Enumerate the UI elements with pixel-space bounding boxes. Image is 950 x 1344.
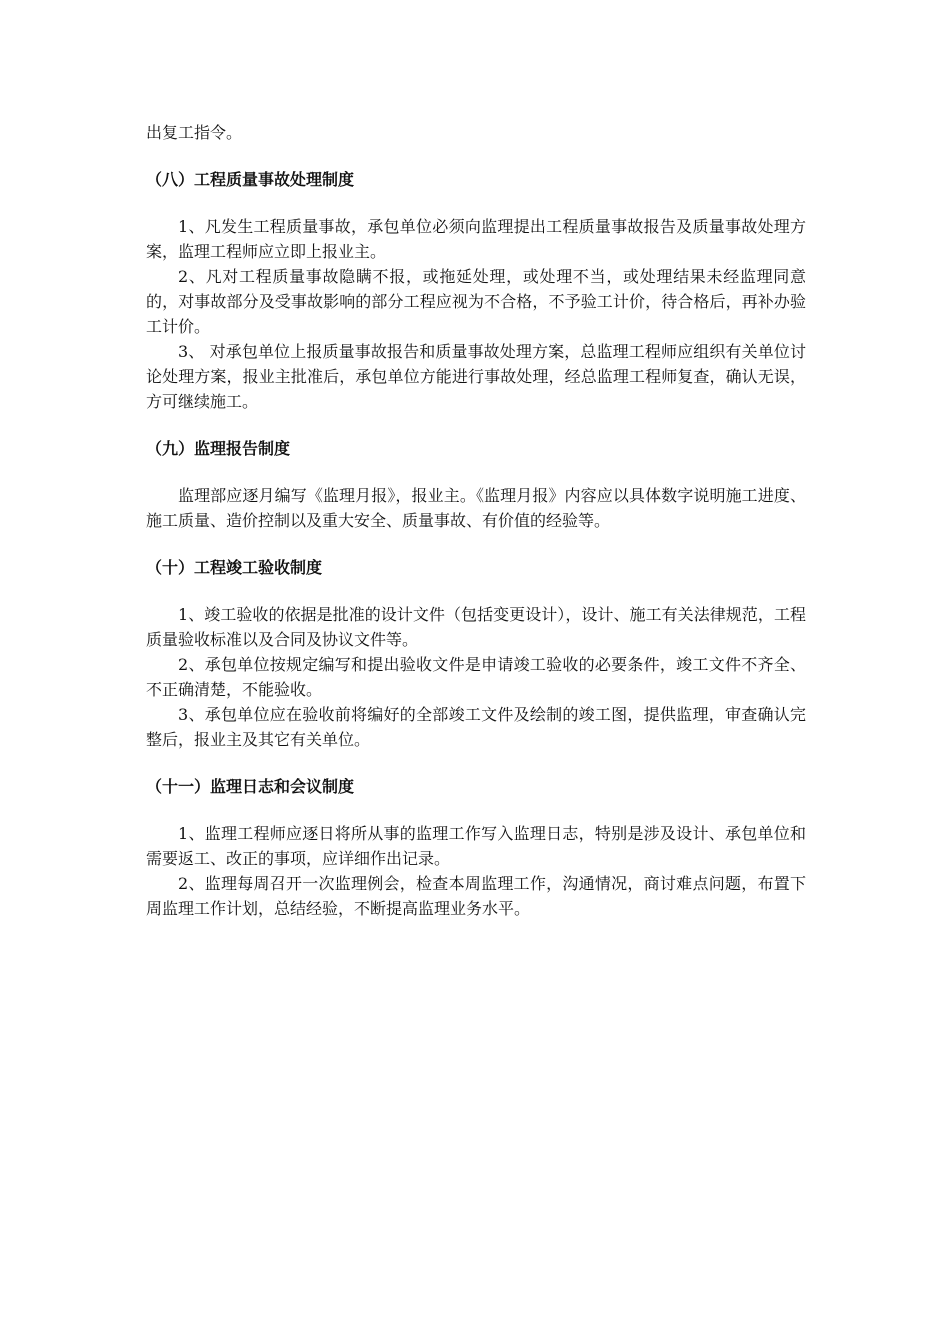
document-page <box>146 120 806 921</box>
section-10-paragraph-3: 3、承包单位应在验收前将编好的全部竣工文件及绘制的竣工图，提供监理，审查确认完整后，报业主及其它有关单位。 <box>146 705 806 749</box>
section-8-paragraph-2: 2、凡对工程质量事故隐瞒不报，或拖延处理，或处理不当，或处理结果未经监理同意的，对事故部分及受事故影响的部分工程应视为不合格，不予验工计价，待合格后，再补办验工计价。 <box>146 267 806 336</box>
section-10-paragraph-1: 1、竣工验收的依据是批准的设计文件（包括变更设计），设计、施工有关法律规范，工程质量验收标准以及合同及协议文件等。 <box>146 605 806 649</box>
section-11-paragraph-1: 1、监理工程师应逐日将所从事的监理工作写入监理日志，特别是涉及设计、承包单位和需要返工、改正的事项，应详细作出记录。 <box>146 824 806 868</box>
section-8-paragraph-3: 3、 对承包单位上报质量事故报告和质量事故处理方案，总监理工程师应组织有关单位讨论处理方案，报业主批准后，承包单位方能进行事故处理，经总监理工程师复查，确认无误，方可继续施工。 <box>146 342 806 411</box>
section-9-paragraph-1: 监理部应逐月编写《监理月报》，报业主。《监理月报》内容应以具体数字说明施工进度、施工质量、造价控制以及重大安全、质量事故、有价值的经验等。 <box>146 486 806 530</box>
section-8-paragraph-1: 1、凡发生工程质量事故，承包单位必须向监理提出工程质量事故报告及质量事故处理方案，监理工程师应立即上报业主。 <box>146 217 806 261</box>
section-10-paragraph-2: 2、承包单位按规定编写和提出验收文件是申请竣工验收的必要条件，竣工文件不齐全、不正确清楚，不能验收。 <box>146 655 806 699</box>
section-heading-9: （九）监理报告制度 <box>146 439 291 458</box>
intro-paragraph: 出复工指令。 <box>146 123 243 142</box>
section-heading-8: （八）工程质量事故处理制度 <box>146 170 355 189</box>
section-11-paragraph-2: 2、监理每周召开一次监理例会，检查本周监理工作，沟通情况，商讨难点问题，布置下周监理工作计划，总结经验，不断提高监理业务水平。 <box>146 874 806 918</box>
section-heading-11: （十一）监理日志和会议制度 <box>146 777 355 796</box>
section-heading-10: （十）工程竣工验收制度 <box>146 558 323 577</box>
